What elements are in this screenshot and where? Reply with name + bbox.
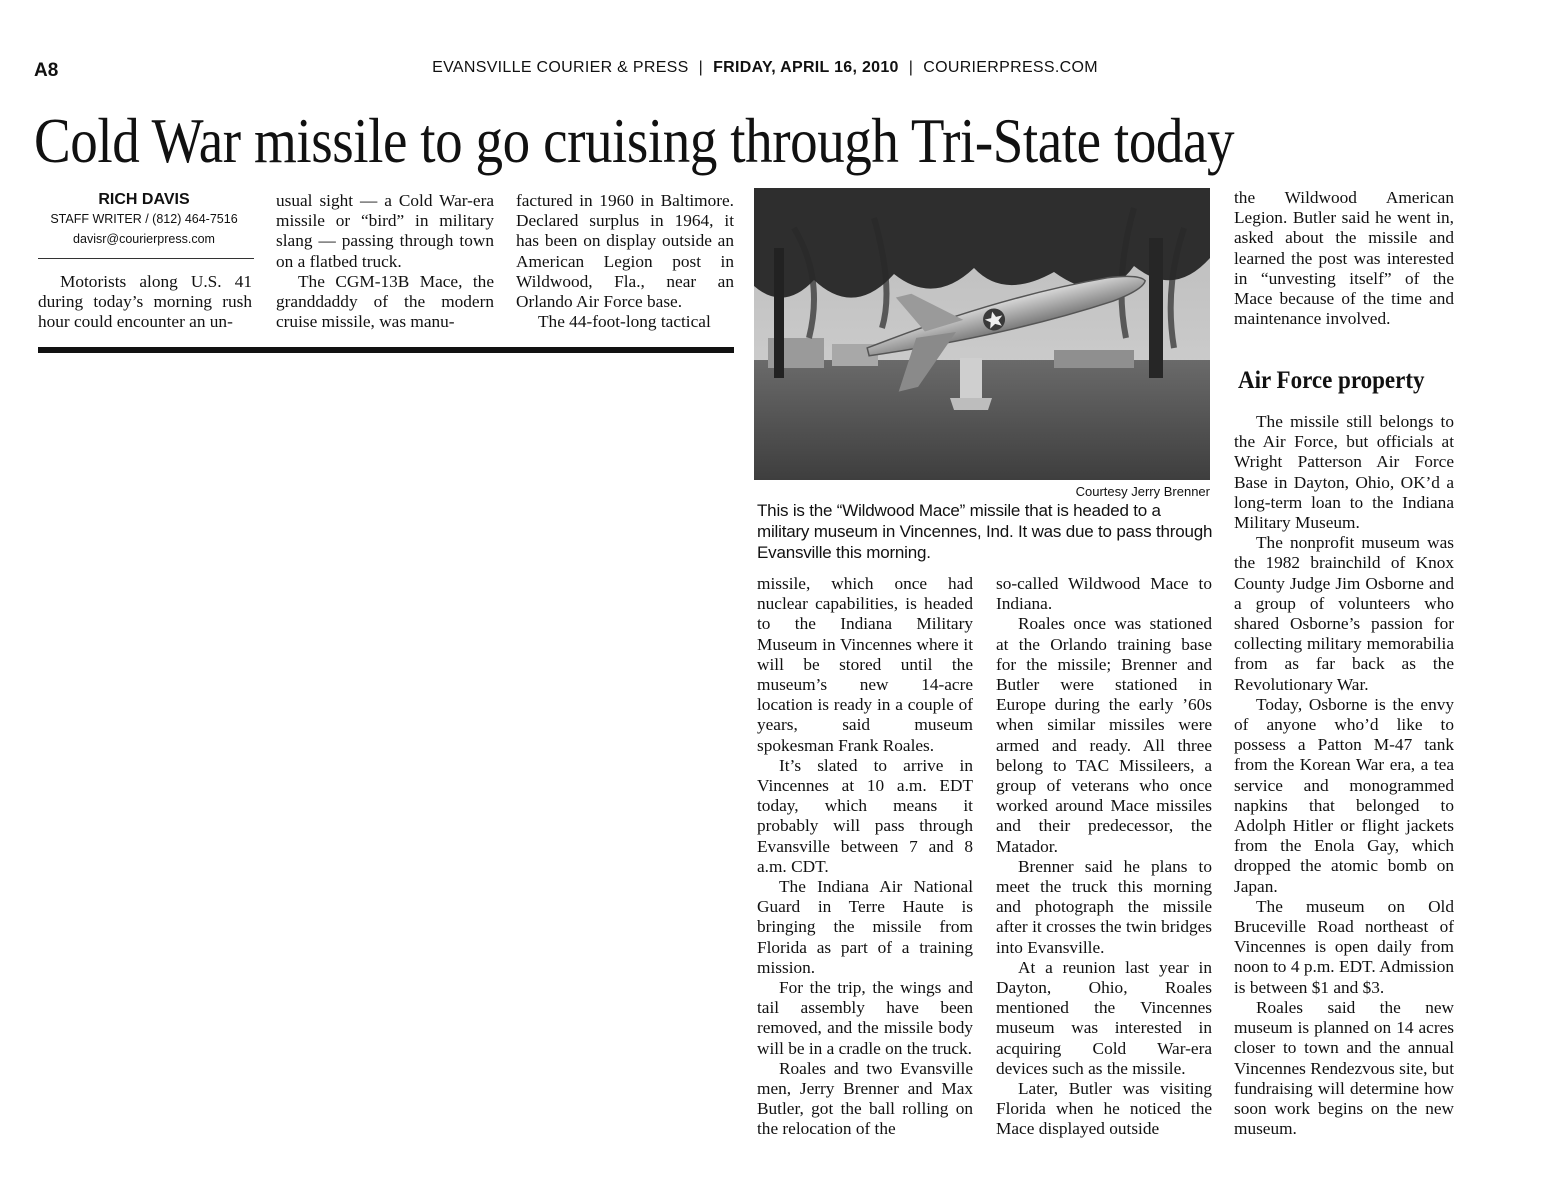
article-column-6-bottom	[1234, 412, 1454, 1139]
paragraph: Brenner said he plans to meet the truck this morning and photograph the missile after it crosses the twin bridges into Evansville.	[996, 856, 1212, 957]
headline: Cold War missile to go cruising through Tri-State today	[34, 105, 1235, 176]
paragraph: For the trip, the wings and tail assembly have been removed, and the missile body will be in a cradle on the truck.	[757, 978, 973, 1058]
byline	[38, 191, 250, 249]
byline-divider	[38, 258, 254, 259]
paragraph: factured in 1960 in Baltimore. Declared surplus in 1964, it has been on display outside an American Legion post in Wildwood, Fla., near an Orlando Air Force base.	[516, 191, 734, 312]
page-number: A8	[34, 60, 59, 81]
paragraph: missile, which once had nuclear capabilities, is headed to the Indiana Military Museum in Vincennes where it will be stored until the museum’s new 14-acre location is ready in a couple of years, said museum spokesman Frank Roales.	[757, 574, 973, 755]
masthead: EVANSVILLE COURIER & PRESS | FRIDAY, APRIL 16, 2010 | COURIERPRESS.COM	[432, 59, 1098, 76]
paragraph: Roales once was stationed at the Orlando training base for the missile; Brenner and Butler were stationed in Europe during the early ’60s when similar missiles were armed and ready. All three belong to TAC Missileers, a group of veterans who once worked around Mace missiles and their predecessor, the Matador.	[996, 614, 1212, 856]
article-column-6-top	[1234, 188, 1454, 329]
paragraph: The nonprofit museum was the 1982 brainchild of Knox County Judge Jim Osborne and a group of volunteers who shared Osborne’s passion for collecting military memorabilia from as far back as the Revolutionary War.	[1234, 533, 1454, 694]
paragraph: At a reunion last year in Dayton, Ohio, Roales mentioned the Vincennes museum was interested in acquiring Cold War-era devices such as the missile.	[996, 957, 1212, 1078]
subhead: Air Force property	[1238, 367, 1425, 394]
paragraph: Motorists along U.S. 41 during today’s morning rush hour could encounter an un-	[38, 272, 252, 332]
missile-photo	[754, 188, 1210, 480]
photo-credit: Courtesy Jerry Brenner	[1075, 484, 1210, 499]
publication-date: FRIDAY, APRIL 16, 2010	[713, 59, 899, 76]
article-column-2	[276, 191, 494, 332]
paragraph: Later, Butler was visiting Florida when he noticed the Mace displayed outside	[996, 1079, 1212, 1139]
article-column-3	[516, 191, 734, 332]
paragraph: so-called Wildwood Mace to Indiana.	[996, 574, 1212, 614]
publication-website: COURIERPRESS.COM	[923, 59, 1098, 76]
article-column-1	[38, 272, 252, 333]
paragraph: The museum on Old Bruceville Road northeast of Vincennes is open daily from noon to 4 p.m. EDT. Admission is between $1 and $3.	[1234, 896, 1454, 997]
photo-caption: This is the “Wildwood Mace” missile that is headed to a military museum in Vincennes, Ind. It was due to pass through Evansville this morning.	[757, 501, 1213, 562]
publication-name: EVANSVILLE COURIER & PRESS	[432, 59, 689, 76]
article-column-4	[757, 574, 973, 1140]
author-email: davisr@courierpress.com	[73, 232, 215, 246]
author-name: RICH DAVIS	[98, 191, 190, 208]
paragraph: The Indiana Air National Guard in Terre Haute is bringing the missile from Florida as part of a training mission.	[757, 877, 973, 977]
paragraph: The CGM-13B Mace, the granddaddy of the modern cruise missile, was manu-	[276, 271, 494, 332]
paragraph: Today, Osborne is the envy of anyone who’d like to possess a Patton M-47 tank from the Korean War era, a tea service and monogrammed napkins that belonged to Adolph Hitler or flight jackets from the Enola Gay, which dropped the atomic bomb on Japan.	[1234, 694, 1454, 896]
missile-photo-graphic	[754, 188, 1210, 480]
paragraph: The missile still belongs to the Air Force, but officials at Wright Patterson Air Force Base in Dayton, Ohio, OK’d a long-term loan to the Indiana Military Museum.	[1234, 412, 1454, 533]
section-rule	[38, 347, 734, 353]
paragraph: usual sight — a Cold War-era missile or “bird” in military slang — passing through town on a flatbed truck.	[276, 191, 494, 271]
paragraph: Roales said the new museum is planned on 14 acres closer to town and the annual Vincennes Rendezvous site, but fundraising will determine how soon work begins on the new museum.	[1234, 997, 1454, 1139]
author-title-phone: STAFF WRITER / (812) 464-7516	[50, 212, 238, 226]
paragraph: the Wildwood American Legion. Butler said he went in, asked about the missile and learned the post was interested in “unvesting itself” of the Mace because of the time and maintenance involved.	[1234, 188, 1454, 329]
paragraph: It’s slated to arrive in Vincennes at 10 a.m. EDT today, which means it probably will pass through Evansville between 7 and 8 a.m. CDT.	[757, 755, 973, 876]
article-column-5	[996, 574, 1212, 1140]
paragraph: The 44-foot-long tactical	[538, 312, 711, 332]
paragraph: Roales and two Evansville men, Jerry Brenner and Max Butler, got the ball rolling on the relocation of the	[757, 1058, 973, 1139]
